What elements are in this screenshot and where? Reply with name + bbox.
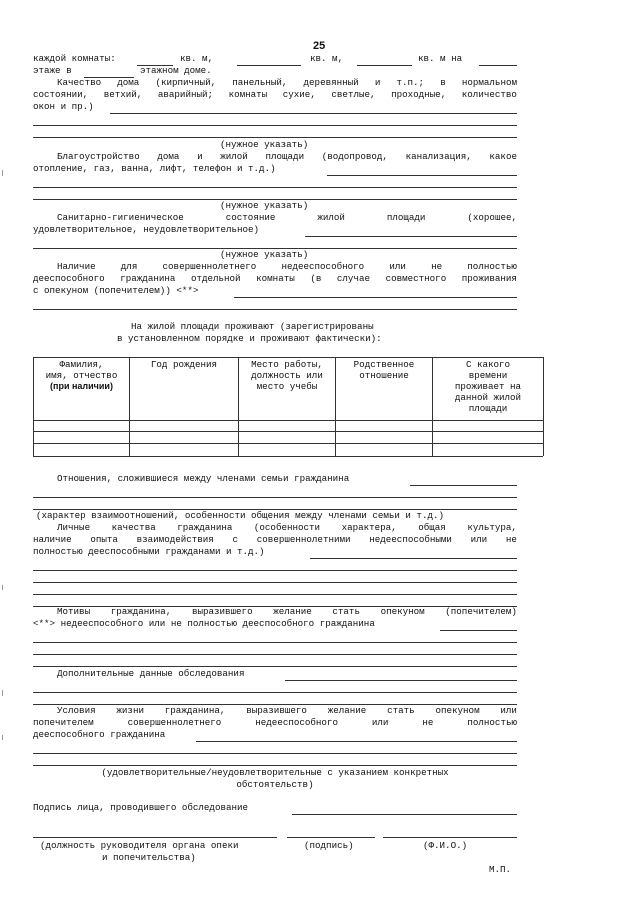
sign-line (287, 837, 375, 838)
intro-line1-d: кв. м на (418, 53, 463, 64)
word: ветхий, (103, 89, 143, 100)
quality-hint: (нужное указать) (220, 139, 309, 150)
word: жилой (317, 212, 345, 223)
word: совершеннолетними (256, 534, 351, 545)
word: культура, (467, 522, 517, 533)
conditions-line3: дееспособного гражданина (33, 729, 166, 740)
word: какое (489, 151, 517, 162)
conditions-line2 (33, 717, 517, 729)
word: (попечителем) (445, 606, 517, 617)
table-header-workplace: Место работы, должность или место учебы (251, 359, 323, 392)
word: полностью (467, 261, 517, 272)
page-number: 25 (313, 40, 326, 52)
room-line2 (33, 273, 517, 285)
table-header-name: Фамилия, имя, отчество (при наличии) (45, 359, 118, 391)
additional-line1: Дополнительные данные обследования (57, 668, 245, 679)
table-row-line2 (33, 443, 543, 444)
word: количество (461, 89, 517, 100)
word: (особенности (253, 522, 321, 533)
motives-answer-line4 (33, 666, 517, 667)
word: стать (387, 705, 415, 716)
word: и (197, 151, 203, 162)
blank-room3 (357, 65, 412, 66)
conditions-answer-line1 (196, 741, 517, 742)
word: светлые, (331, 89, 376, 100)
intro-line1-c: кв. м, (310, 53, 344, 64)
word: случае (336, 273, 370, 284)
table-top-border (33, 357, 543, 358)
amenities-answer-line1 (327, 175, 517, 176)
word: жизни (116, 705, 144, 716)
word: канализация, (405, 151, 472, 162)
word: попечителем (33, 717, 94, 728)
word: Личные (57, 522, 91, 533)
word: гражданина (177, 522, 233, 533)
word: гражданина, (110, 606, 172, 617)
sanitary-answer-line1 (305, 236, 517, 237)
scan-mark (2, 170, 3, 176)
word: дома (117, 77, 140, 88)
word: (в (310, 273, 322, 284)
word: нормальном (461, 77, 517, 88)
amenities-hint: (нужное указать) (220, 200, 309, 211)
word: состояние (225, 212, 276, 223)
position-label-line2: и попечительства) (102, 852, 196, 863)
sanitary-hint: (нужное указать) (220, 249, 309, 260)
additional-answer-line1 (285, 680, 517, 681)
table-header-bottom (33, 420, 543, 421)
fio-line (383, 837, 517, 838)
sign-label: (подпись) (304, 840, 354, 851)
relations-answer-line2 (33, 497, 517, 498)
word: взаимодействия (136, 534, 214, 545)
intro-line1-b: кв. м, (180, 53, 214, 64)
relations-answer-line1 (410, 485, 517, 486)
conditions-answer-line3 (33, 765, 517, 766)
word: гражданина, (164, 705, 226, 716)
residents-heading-line1: На жилой площади проживают (зарегистрированы (131, 321, 374, 332)
quality-line1 (57, 77, 517, 89)
quality-answer-line2 (33, 125, 517, 126)
personal-answer-line2 (33, 570, 517, 571)
word: комнаты (256, 273, 295, 284)
position-line (33, 837, 277, 838)
quality-answer-line1 (110, 113, 517, 114)
word: или (500, 705, 517, 716)
blank-floor (479, 65, 517, 66)
table-col-border-5 (543, 357, 544, 456)
relations-line1: Отношения, сложившиеся между членами семьи гражданина (57, 473, 350, 484)
word: и (374, 77, 381, 88)
motives-line1 (57, 606, 517, 618)
table-col-border-1 (129, 357, 130, 456)
word: для (120, 261, 138, 272)
word: Санитарно-гигиеническое (57, 212, 184, 223)
motives-answer-line1 (440, 630, 517, 631)
scan-mark (2, 585, 3, 590)
residents-heading-line2: в установленном порядке и проживают фактически): (117, 333, 382, 344)
fio-label: (Ф.И.О.) (423, 840, 468, 851)
word: стать (332, 606, 360, 617)
stamp-label: М.П. (489, 864, 512, 875)
word: не (505, 534, 517, 545)
table-header-since: С какого времени проживает на данной жилой площади (454, 359, 522, 414)
word: Наличие (57, 261, 96, 272)
word: опыта (90, 534, 118, 545)
word: или (371, 717, 389, 728)
position-label-line1: (должность руководителя органа опеки (40, 840, 239, 851)
word: дома (157, 151, 180, 162)
room-answer-line2 (33, 309, 517, 310)
scan-mark (2, 735, 3, 740)
word: Качество (57, 77, 102, 88)
personal-answer-line3 (33, 582, 517, 583)
blank-room2 (237, 65, 301, 66)
conditions-hint-line1: (удовлетворительные/неудовлетворительные с указанием конкретных (101, 767, 449, 778)
word: опекуном (435, 705, 480, 716)
table-header-birth-year: Год рождения (150, 359, 218, 370)
word: (водопровод, (321, 151, 388, 162)
intro-line2-a: этаже в (33, 65, 72, 76)
quality-answer-line3 (33, 137, 517, 138)
relations-hint: (характер взаимоотношений, особенности общения между членами семьи и т.д.) (36, 510, 444, 521)
word: Условия (57, 705, 96, 716)
table-header-relation: Родственное отношение (353, 359, 415, 381)
word: недееспособными (369, 534, 452, 545)
personal-line3: полностью дееспособными гражданами и т.д.) (33, 546, 265, 557)
intro-line1-a: каждой комнаты: (33, 53, 116, 64)
word: площади (265, 151, 305, 162)
conditions-hint-line2: обстоятельств) (236, 779, 314, 790)
word: аварийный; (157, 89, 214, 100)
word: совместного (385, 273, 447, 284)
word: желание (327, 705, 367, 716)
personal-answer-line1 (310, 558, 517, 559)
quality-line3: окон и пр.) (33, 101, 94, 112)
word: панельный, (232, 77, 288, 88)
word: совершеннолетнего (127, 717, 222, 728)
motives-answer-line3 (33, 654, 517, 655)
signature-label: Подпись лица, проводившего обследование (33, 802, 249, 813)
room-answer-line1 (234, 297, 517, 298)
word: или (389, 261, 406, 272)
word: качества (111, 522, 156, 533)
amenities-line2: отопление, газ, ванна, лифт, телефон и т.д.) (33, 163, 276, 174)
word: дееспособного (33, 273, 105, 284)
signature-answer-line (292, 814, 517, 815)
word: в (440, 77, 446, 88)
personal-line2 (33, 534, 517, 546)
word: недееспособного (281, 261, 365, 272)
word: состоянии, (33, 89, 89, 100)
word: гражданина (120, 273, 176, 284)
word: сухие, (282, 89, 316, 100)
table-row-line1 (33, 431, 543, 432)
additional-answer-line2 (33, 692, 517, 693)
word: т.п.; (396, 77, 425, 88)
word: совершеннолетнего (162, 261, 257, 272)
word: проходные, (391, 89, 447, 100)
word: комнаты (228, 89, 268, 100)
word: проживания (461, 273, 517, 284)
word: выразившего (191, 606, 253, 617)
word: общая (418, 522, 446, 533)
word: или (470, 534, 488, 545)
quality-line2 (33, 89, 517, 101)
word: полностью (467, 717, 517, 728)
word: деревянный (303, 77, 359, 88)
word: отдельной (190, 273, 241, 284)
motives-answer-line2 (33, 642, 517, 643)
room-line1 (57, 261, 517, 273)
word: площади (386, 212, 426, 223)
word: не (422, 717, 434, 728)
intro-line2-b: этажном доме. (140, 65, 212, 76)
word: не (431, 261, 443, 272)
amenities-answer-line2 (33, 187, 517, 188)
word: желание (273, 606, 312, 617)
word: выразившего (246, 705, 307, 716)
conditions-line1 (57, 705, 517, 717)
room-line3: с опекуном (попечителем)) <**> (33, 285, 199, 296)
word: Мотивы (57, 606, 91, 617)
word: недееспособного (255, 717, 338, 728)
scan-mark (2, 690, 3, 696)
personal-line1 (57, 522, 517, 534)
personal-answer-line4 (33, 594, 517, 595)
word: (хорошее, (467, 212, 517, 223)
word: (кирпичный, (155, 77, 217, 88)
conditions-answer-line2 (33, 753, 517, 754)
word: жилой (220, 151, 248, 162)
word: опекуном (380, 606, 425, 617)
table-bottom-border (33, 456, 543, 457)
motives-line2: <**> недееспособного или не полностью дееспособного гражданина (33, 618, 375, 629)
word: с (232, 534, 239, 545)
word: характера, (341, 522, 397, 533)
amenities-line1 (57, 151, 517, 163)
word: Благоустройство (57, 151, 140, 162)
sanitary-line2: удовлетворительное, неудовлетворительное) (33, 224, 260, 235)
sanitary-line1 (57, 212, 517, 224)
word: наличие (33, 534, 72, 545)
